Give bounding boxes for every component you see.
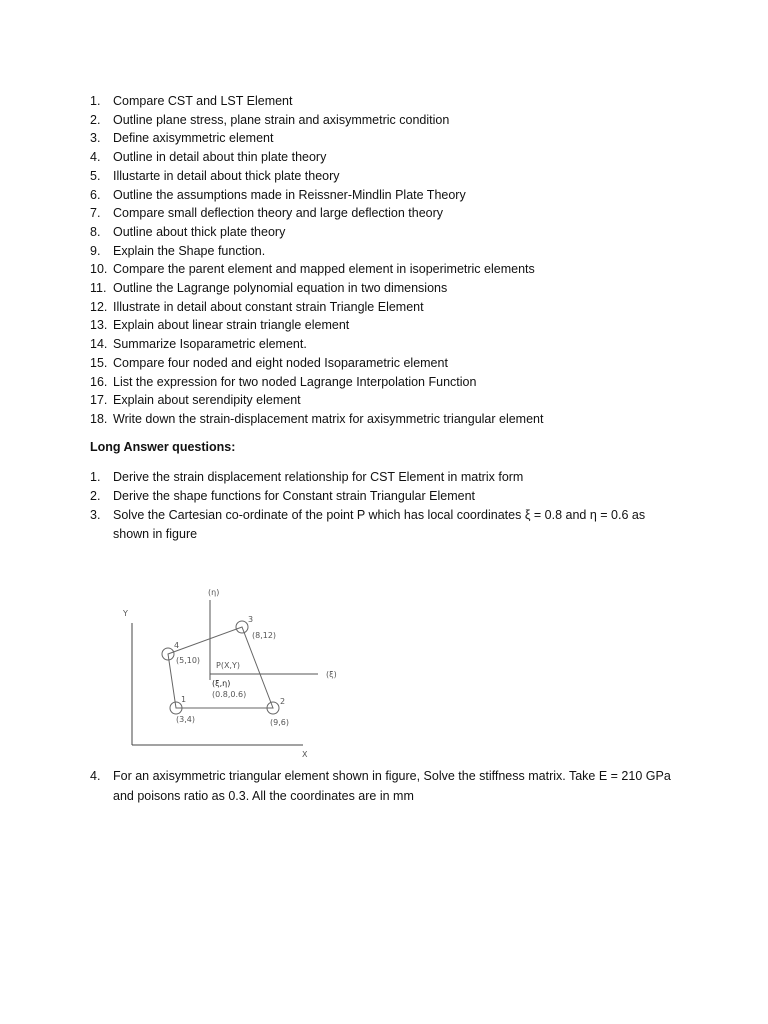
list-item-number: 6. <box>90 187 101 202</box>
list-item-text: Derive the shape functions for Constant strain Triangular Element <box>113 489 475 504</box>
list-item-text: Explain about linear strain triangle element <box>113 318 350 333</box>
list-item <box>90 506 678 543</box>
list-item-number: 4. <box>90 150 101 165</box>
list-item-text: Outline about thick plate theory <box>113 224 286 239</box>
node-4-coord: (5,10) <box>176 656 201 665</box>
x-axis-label: X <box>302 750 308 759</box>
list-item <box>90 92 690 111</box>
list-item-text: Illustrate in detail about constant strain Triangle Element <box>113 299 424 314</box>
list-item-text: Derive the strain displacement relationship for CST Element in matrix form <box>113 470 524 484</box>
list-item-number: 1. <box>90 470 101 484</box>
list-item-text: Solve the Cartesian co-ordinate of the point P which has local coordinates ξ = 0.8 and η = 0.6 as shown in figure <box>113 508 646 542</box>
list-item <box>90 167 690 186</box>
list-item-number: 13. <box>90 318 108 333</box>
local-coord-values: (0.8,0.6) <box>212 690 247 699</box>
list-item-number: 3. <box>90 508 101 523</box>
list-item-number: 8. <box>90 224 101 239</box>
list-item-text: Compare small deflection theory and large deflection theory <box>113 206 444 221</box>
node-3-number: 3 <box>248 615 254 624</box>
long-answer-heading: Long Answer questions: <box>90 440 236 454</box>
list-item <box>90 391 690 410</box>
list-item <box>90 766 683 806</box>
list-item <box>90 487 690 506</box>
node-2-number: 2 <box>280 697 286 706</box>
list-item <box>90 316 690 335</box>
list-item-text: Outline in detail about thin plate theory <box>113 150 327 165</box>
list-item <box>90 298 690 317</box>
y-axis-label: Y <box>123 609 128 618</box>
list-item-number: 16. <box>90 374 108 389</box>
node-4-number: 4 <box>174 641 180 650</box>
list-item <box>90 335 690 354</box>
list-item-number: 5. <box>90 168 101 183</box>
list-item-number: 12. <box>90 299 108 314</box>
list-item-text: Explain the Shape function. <box>113 243 266 258</box>
list-item <box>90 354 690 373</box>
list-item-text: Outline plane stress, plane strain and axisymmetric condition <box>113 112 450 127</box>
list-item-text: Outline the Lagrange polynomial equation in two dimensions <box>113 281 448 296</box>
list-item-number: 18. <box>90 411 108 426</box>
list-item-number: 17. <box>90 393 108 408</box>
list-item <box>90 260 690 279</box>
list-item <box>90 129 690 148</box>
list-item-number: 9. <box>90 243 101 258</box>
list-item <box>90 186 690 205</box>
node-3-coord: (8,12) <box>252 631 277 640</box>
list-item <box>90 410 690 429</box>
list-item-number: 14. <box>90 337 108 352</box>
list-item <box>90 204 690 223</box>
list-item-text: List the expression for two noded Lagrange Interpolation Function <box>113 374 477 389</box>
list-item-text: Compare the parent element and mapped element in isoperimetric elements <box>113 262 535 277</box>
list-item <box>90 373 690 392</box>
list-item-number: 3. <box>90 131 101 146</box>
list-item-text: Write down the strain-displacement matrix for axisymmetric triangular element <box>113 411 544 426</box>
eta-axis-label: (η) <box>208 588 220 597</box>
list-item-number: 10. <box>90 262 108 277</box>
list-item-number: 2. <box>90 489 101 504</box>
list-item-text: Compare four noded and eight noded Isoparametric element <box>113 355 448 370</box>
list-item-number: 7. <box>90 206 101 221</box>
xi-axis-label: (ξ) <box>326 670 337 679</box>
long-question-list-continued <box>90 766 690 806</box>
list-item <box>90 223 690 242</box>
list-item <box>90 468 690 487</box>
list-item-text: Compare CST and LST Element <box>113 94 293 108</box>
list-item-number: 1. <box>90 94 101 108</box>
short-question-list <box>90 92 690 429</box>
point-p-label: P(X,Y) <box>216 661 240 670</box>
list-item-number: 11. <box>90 281 107 296</box>
list-item-number: 2. <box>90 112 101 127</box>
node-1-coord: (3,4) <box>176 715 195 724</box>
list-item-text: Explain about serendipity element <box>113 393 301 408</box>
list-item-text: Illustarte in detail about thick plate theory <box>113 168 340 183</box>
list-item-text: Outline the assumptions made in Reissner-Mindlin Plate Theory <box>113 187 466 202</box>
long-question-list <box>90 468 690 544</box>
list-item-text: For an axisymmetric triangular element shown in figure, Solve the stiffness matrix. Take E = 210 GPa and poisons ratio as 0.3. All the coordinates are in mm <box>113 769 671 803</box>
list-item-text: Define axisymmetric element <box>113 131 274 146</box>
list-item <box>90 279 690 298</box>
list-item-number: 4. <box>90 769 101 783</box>
list-item-text: Summarize Isoparametric element. <box>113 337 307 352</box>
local-coord-label: (ξ,η) <box>212 679 231 688</box>
list-item <box>90 148 690 167</box>
node-1-number: 1 <box>181 695 187 704</box>
node-2-coord: (9,6) <box>270 718 289 727</box>
list-item <box>90 111 690 130</box>
list-item <box>90 242 690 261</box>
element-mapping-figure <box>118 580 348 765</box>
list-item-number: 15. <box>90 355 108 370</box>
